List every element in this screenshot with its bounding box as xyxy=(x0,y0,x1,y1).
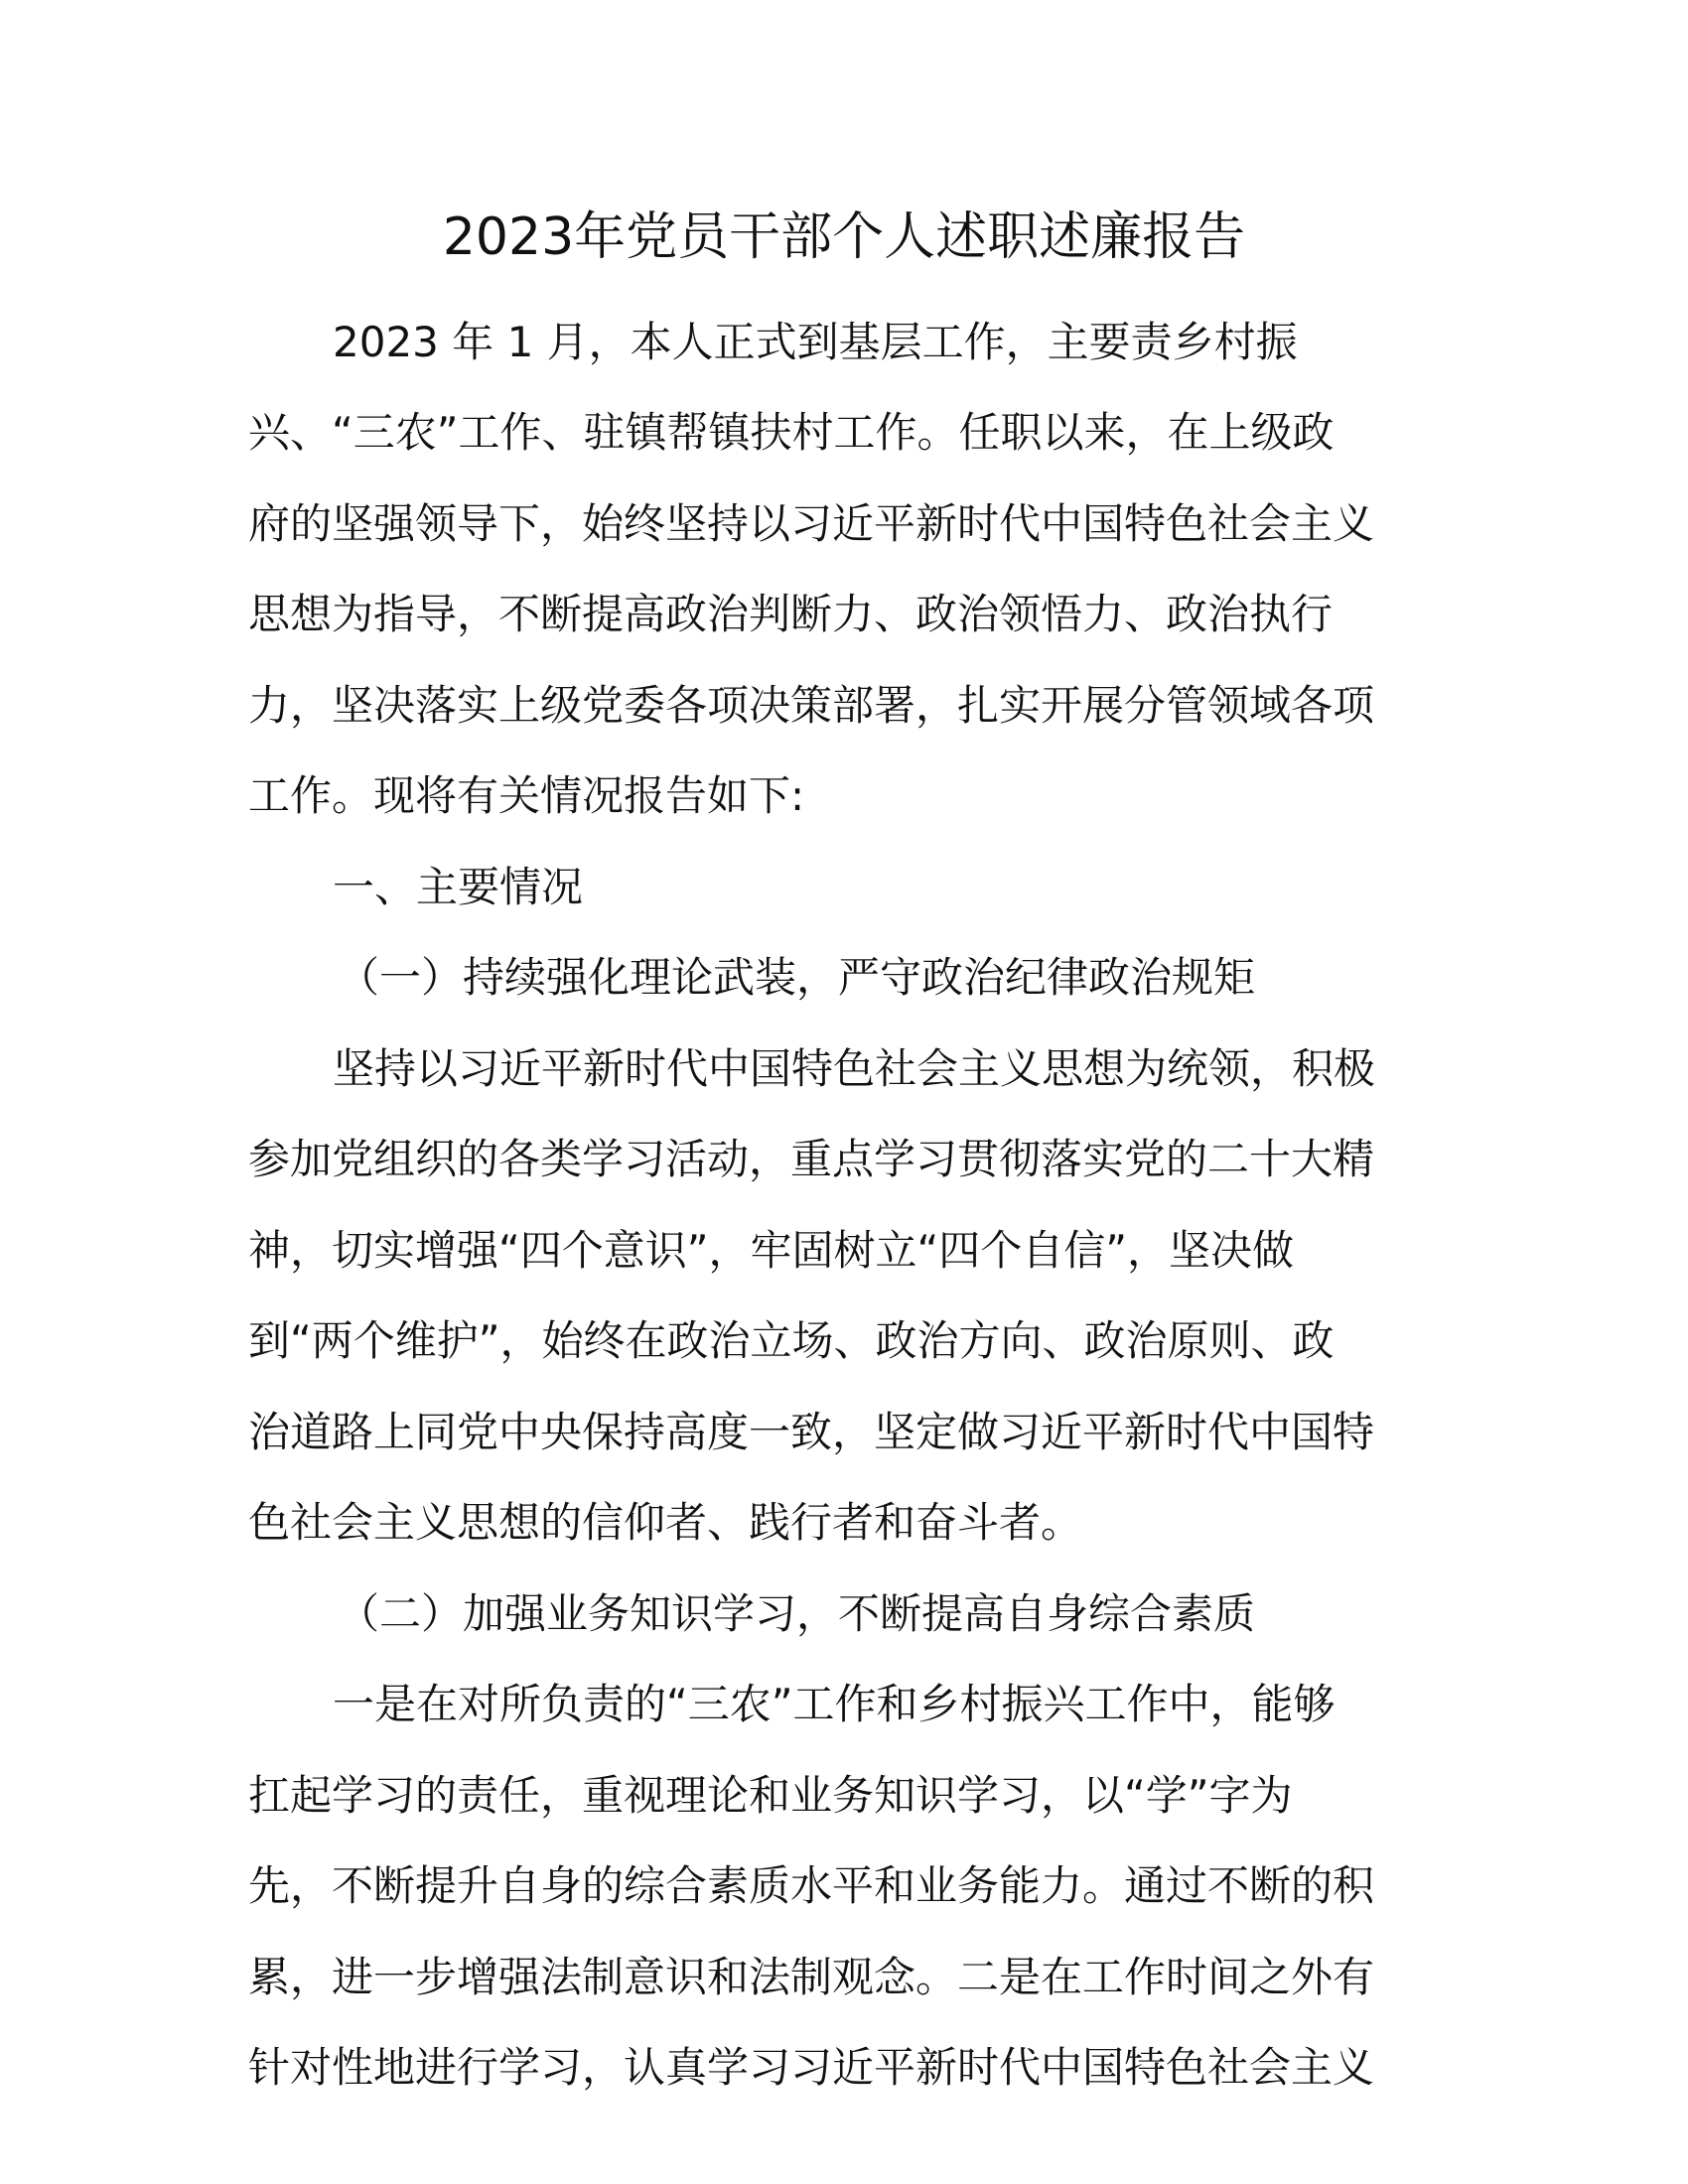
paragraph-line: 力，坚决落实上级党委各项决策部署，扎实开展分管领域各项 xyxy=(248,681,1375,730)
paragraph-line: 到“两个维护”，始终在政治立场、政治方向、政治原则、政 xyxy=(248,1316,1335,1365)
paragraph-line: 色社会主义思想的信仰者、践行者和奋斗者。 xyxy=(248,1498,1083,1547)
subsection-heading: （二）加强业务知识学习，不断提高自身综合素质 xyxy=(338,1589,1256,1638)
paragraph-line: 累，进一步增强法制意识和法制观念。二是在工作时间之外有 xyxy=(248,1953,1375,2001)
paragraph-line: 参加党组织的各类学习活动，重点学习贯彻落实党的二十大精 xyxy=(248,1135,1375,1183)
paragraph-line: 扛起学习的责任，重视理论和业务知识学习，以“学”字为 xyxy=(248,1771,1293,1820)
paragraph-line: 坚持以习近平新时代中国特色社会主义思想为统领，积极 xyxy=(333,1044,1376,1093)
document-title: 2023年党员干部个人述职述廉报告 xyxy=(442,207,1246,267)
paragraph-line: 一是在对所负责的“三农”工作和乡村振兴工作中，能够 xyxy=(333,1680,1336,1728)
paragraph-line: 治道路上同党中央保持高度一致，坚定做习近平新时代中国特 xyxy=(248,1408,1375,1456)
paragraph-line: 针对性地进行学习，认真学习习近平新时代中国特色社会主义 xyxy=(248,2043,1375,2092)
paragraph-line: 2023 年 1 月，本人正式到基层工作，主要责乡村振 xyxy=(333,318,1298,366)
subsection-heading: （一）持续强化理论武装，严守政治纪律政治规矩 xyxy=(338,953,1256,1002)
section-heading: 一、主要情况 xyxy=(333,863,584,911)
paragraph-line: 思想为指导，不断提高政治判断力、政治领悟力、政治执行 xyxy=(248,590,1334,638)
paragraph-line: 先，不断提升自身的综合素质水平和业务能力。通过不断的积 xyxy=(248,1861,1375,1910)
paragraph-line: 工作。现将有关情况报告如下: xyxy=(248,771,805,820)
paragraph-line: 府的坚强领导下，始终坚持以习近平新时代中国特色社会主义 xyxy=(248,499,1375,548)
paragraph-line: 兴、“三农”工作、驻镇帮镇扶村工作。任职以来，在上级政 xyxy=(248,408,1335,457)
paragraph-line: 神，切实增强“四个意识”，牢固树立“四个自信”，坚决做 xyxy=(248,1226,1295,1275)
